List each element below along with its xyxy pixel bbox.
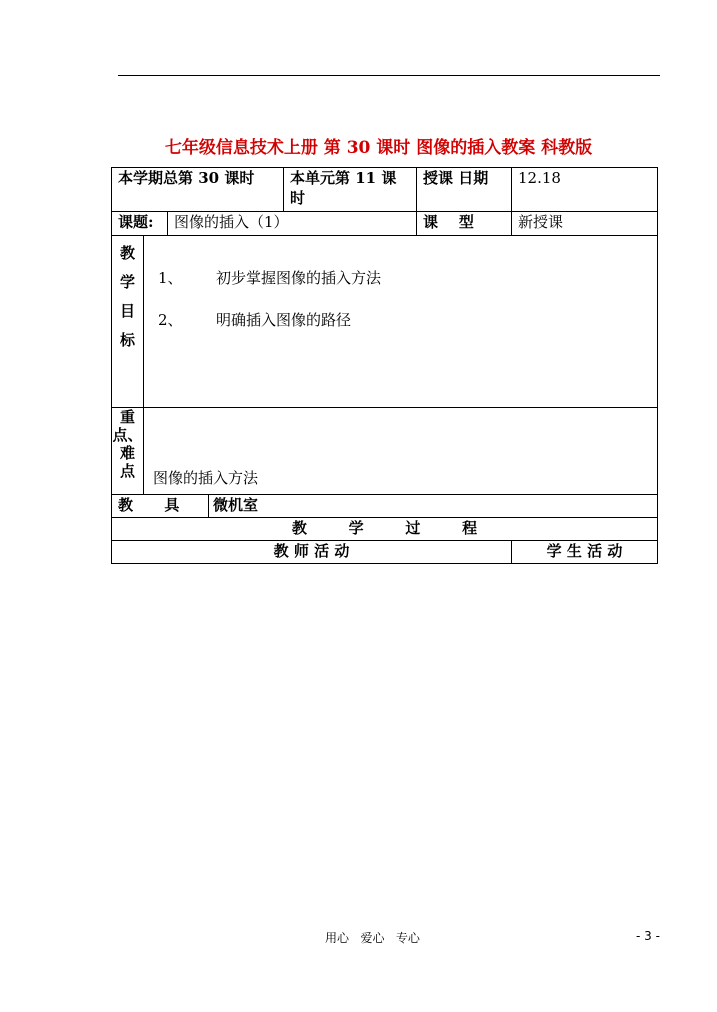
date-value-cell bbox=[512, 168, 658, 212]
goal-number: 2、 bbox=[158, 311, 183, 329]
student-activity-cell bbox=[512, 541, 658, 564]
period-total: 本学期总第 30 课时 bbox=[118, 169, 255, 187]
lesson-plan-table bbox=[111, 167, 658, 564]
date-label-cell bbox=[417, 168, 512, 212]
key-points-label-line: 点、 bbox=[112, 426, 143, 444]
goals-label-char: 教 bbox=[119, 244, 135, 262]
topic-label-cell bbox=[112, 212, 168, 236]
key-points-content-cell bbox=[144, 408, 658, 495]
table-row bbox=[112, 518, 658, 541]
goals-label-char: 学 bbox=[119, 273, 135, 291]
teacher-activity-cell bbox=[112, 541, 512, 564]
tools-value: 微机室 bbox=[213, 496, 259, 514]
process-header-cell bbox=[112, 518, 658, 541]
footer-motto: 用心 爱心 专心 bbox=[325, 931, 420, 945]
key-points-label-line: 难 bbox=[119, 444, 135, 462]
key-points-label-line: 重 bbox=[119, 408, 135, 426]
process-header: 教 学 过 程 bbox=[291, 519, 478, 537]
goal-number: 1、 bbox=[158, 269, 183, 287]
header-rule bbox=[118, 75, 660, 76]
table-row bbox=[112, 541, 658, 564]
goal-text: 明确插入图像的路径 bbox=[216, 311, 352, 329]
key-points-content: 图像的插入方法 bbox=[153, 469, 259, 487]
tools-label-cell bbox=[112, 495, 209, 518]
date-label: 授课 日期 bbox=[423, 169, 489, 187]
teacher-activity-header: 教 师 活 动 bbox=[273, 542, 350, 560]
page-number: - 3 - bbox=[636, 929, 660, 943]
list-item bbox=[150, 310, 657, 330]
table-row bbox=[112, 168, 658, 212]
table-row bbox=[112, 236, 658, 408]
list-item bbox=[150, 268, 657, 288]
type-value: 新授课 bbox=[518, 213, 564, 231]
unit-period-line2: 时 bbox=[290, 189, 306, 207]
unit-period-line1: 本单元第 11 课 bbox=[290, 169, 397, 187]
tools-value-cell bbox=[209, 495, 658, 518]
unit-period-cell bbox=[284, 168, 417, 212]
goals-label-cell bbox=[112, 236, 144, 408]
date-value: 12.18 bbox=[518, 169, 561, 187]
topic-value: 图像的插入（1） bbox=[174, 213, 289, 231]
table-row bbox=[112, 408, 658, 495]
type-value-cell bbox=[512, 212, 658, 236]
goals-content-cell bbox=[144, 236, 658, 408]
goals-label-char: 目 bbox=[119, 302, 135, 320]
key-points-label-cell bbox=[112, 408, 144, 495]
goal-text: 初步掌握图像的插入方法 bbox=[216, 269, 382, 287]
period-total-cell bbox=[112, 168, 284, 212]
document-title: 七年级信息技术上册 第 30 课时 图像的插入教案 科教版 bbox=[164, 138, 593, 158]
tools-label: 教 具 bbox=[118, 496, 180, 514]
topic-label: 课题: bbox=[118, 213, 154, 231]
key-points-label-line: 点 bbox=[119, 462, 135, 480]
table-row bbox=[112, 212, 658, 236]
table-row bbox=[112, 495, 658, 518]
type-label-cell bbox=[417, 212, 512, 236]
goals-label-char: 标 bbox=[119, 331, 135, 349]
type-label: 课 型 bbox=[423, 213, 474, 231]
student-activity-header: 学 生 活 动 bbox=[546, 542, 623, 560]
topic-value-cell bbox=[168, 212, 417, 236]
